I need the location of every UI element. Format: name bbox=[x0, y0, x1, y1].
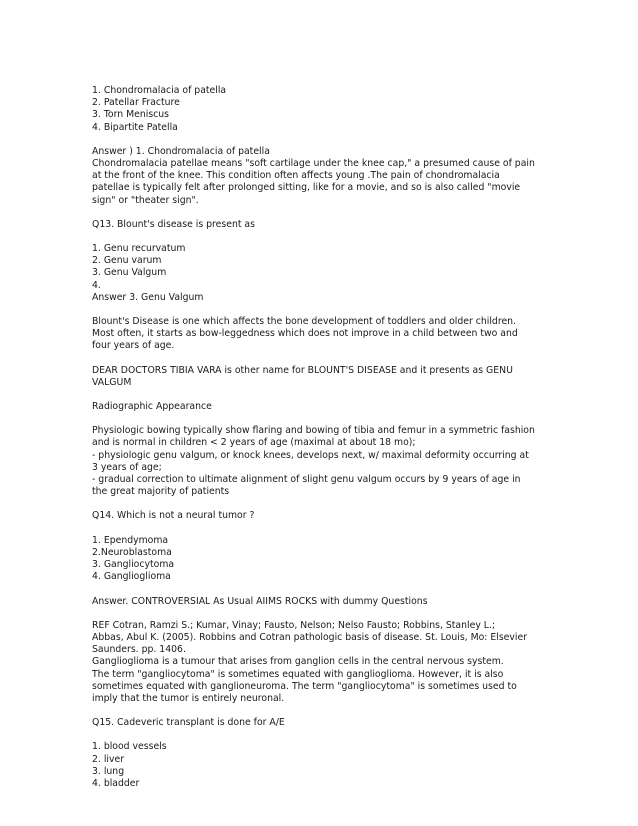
text-line: 4. bladder bbox=[92, 777, 140, 789]
text-line: Answer 3. Genu Valgum bbox=[92, 291, 204, 303]
text-line: Blount's Disease is one which affects the bone development of toddlers and older children. bbox=[92, 316, 517, 328]
text-line: 4. Ganglioglioma bbox=[92, 571, 171, 583]
text-line: 1. Genu recurvatum bbox=[92, 243, 186, 255]
q13-explanation bbox=[92, 316, 532, 353]
text-line: sign" or "theater sign". bbox=[92, 194, 199, 206]
text-line: 2. Genu varum bbox=[92, 255, 162, 267]
text-line: Ganglioglioma is a tumour that arises from ganglion cells in the central nervous system. bbox=[92, 656, 504, 668]
q14-options bbox=[92, 535, 532, 584]
text-line: 3 years of age; bbox=[92, 461, 162, 473]
text-line: Radiographic Appearance bbox=[92, 401, 212, 413]
text-line: 2.Neuroblastoma bbox=[92, 546, 172, 558]
q14-answer bbox=[92, 596, 532, 608]
section-heading bbox=[92, 401, 532, 413]
text-line: 2. liver bbox=[92, 753, 125, 765]
text-line: 4. bbox=[92, 279, 101, 291]
text-line: at the front of the knee. This condition often affects young .The pain of chondromalacia bbox=[92, 170, 500, 182]
text-line: Q15. Cadeveric transplant is done for A/E bbox=[92, 717, 285, 729]
q15-question bbox=[92, 717, 532, 729]
document-page bbox=[92, 85, 535, 802]
text-line: Most often, it starts as bow-leggedness which does not improve in a child between two and bbox=[92, 328, 518, 340]
q15-options bbox=[92, 741, 532, 790]
text-line: REF Cotran, Ramzi S.; Kumar, Vinay; Fausto, Nelson; Nelso Fausto; Robbins, Stanley L.; bbox=[92, 619, 496, 631]
text-line: and is normal in children < 2 years of age (maximal at about 18 mo); bbox=[92, 437, 416, 449]
text-line: DEAR DOCTORS TIBIA VARA is other name for BLOUNT'S DISEASE and it presents as GENU bbox=[92, 364, 513, 376]
text-line: sometimes equated with ganglioneuroma. The term "gangliocytoma" is sometimes used to bbox=[92, 680, 517, 692]
text-line: Q14. Which is not a neural tumor ? bbox=[92, 510, 255, 522]
text-line: 3. Gangliocytoma bbox=[92, 559, 175, 571]
text-line: Q13. Blount's disease is present as bbox=[92, 218, 255, 230]
text-line: imply that the tumor is entirely neuronal. bbox=[92, 692, 285, 704]
text-line: Abbas, Abul K. (2005). Robbins and Cotran pathologic basis of disease. St. Louis, Mo: Elsevier bbox=[92, 631, 528, 643]
text-line: Answer ) 1. Chondromalacia of patella bbox=[92, 145, 270, 157]
q14-reference bbox=[92, 620, 532, 705]
text-line: 3. lung bbox=[92, 765, 125, 777]
text-line: 4. Bipartite Patella bbox=[92, 121, 178, 133]
text-line: - physiologic genu valgum, or knock knees, develops next, w/ maximal deformity occurring at bbox=[92, 449, 529, 461]
text-line: - gradual correction to ultimate alignment of slight genu valgum occurs by 9 years of age in bbox=[92, 474, 521, 486]
q13-note bbox=[92, 365, 532, 389]
radiographic-text bbox=[92, 425, 535, 498]
text-line: The term "gangliocytoma" is sometimes equated with ganglioglioma. However, it is also bbox=[92, 668, 504, 680]
text-line: patellae is typically felt after prolonged sitting, like for a movie, and so is also called "movie bbox=[92, 182, 521, 194]
q12-answer bbox=[92, 145, 535, 207]
q12-options bbox=[92, 85, 532, 134]
text-line: 1. Ependymoma bbox=[92, 534, 169, 546]
text-line: 1. Chondromalacia of patella bbox=[92, 85, 227, 96]
text-line: Answer. CONTROVERSIAL As Usual AIIMS ROCKS with dummy Questions bbox=[92, 595, 428, 607]
text-line: 2. Patellar Fracture bbox=[92, 97, 180, 109]
text-line: the great majority of patients bbox=[92, 486, 230, 498]
text-line: 1. blood vessels bbox=[92, 741, 167, 753]
text-line: Chondromalacia patellae means "soft cartilage under the knee cap," a presumed cause of pain bbox=[92, 158, 535, 170]
q14-question bbox=[92, 510, 532, 522]
text-line: 3. Torn Meniscus bbox=[92, 109, 170, 121]
q13-question bbox=[92, 219, 532, 231]
text-line: four years of age. bbox=[92, 340, 175, 352]
text-line: Physiologic bowing typically show flaring and bowing of tibia and femur in a symmetric fashion bbox=[92, 425, 535, 437]
q13-options bbox=[92, 243, 532, 304]
text-line: 3. Genu Valgum bbox=[92, 267, 167, 279]
text-line: VALGUM bbox=[92, 376, 132, 388]
text-line: Saunders. pp. 1406. bbox=[92, 644, 186, 656]
